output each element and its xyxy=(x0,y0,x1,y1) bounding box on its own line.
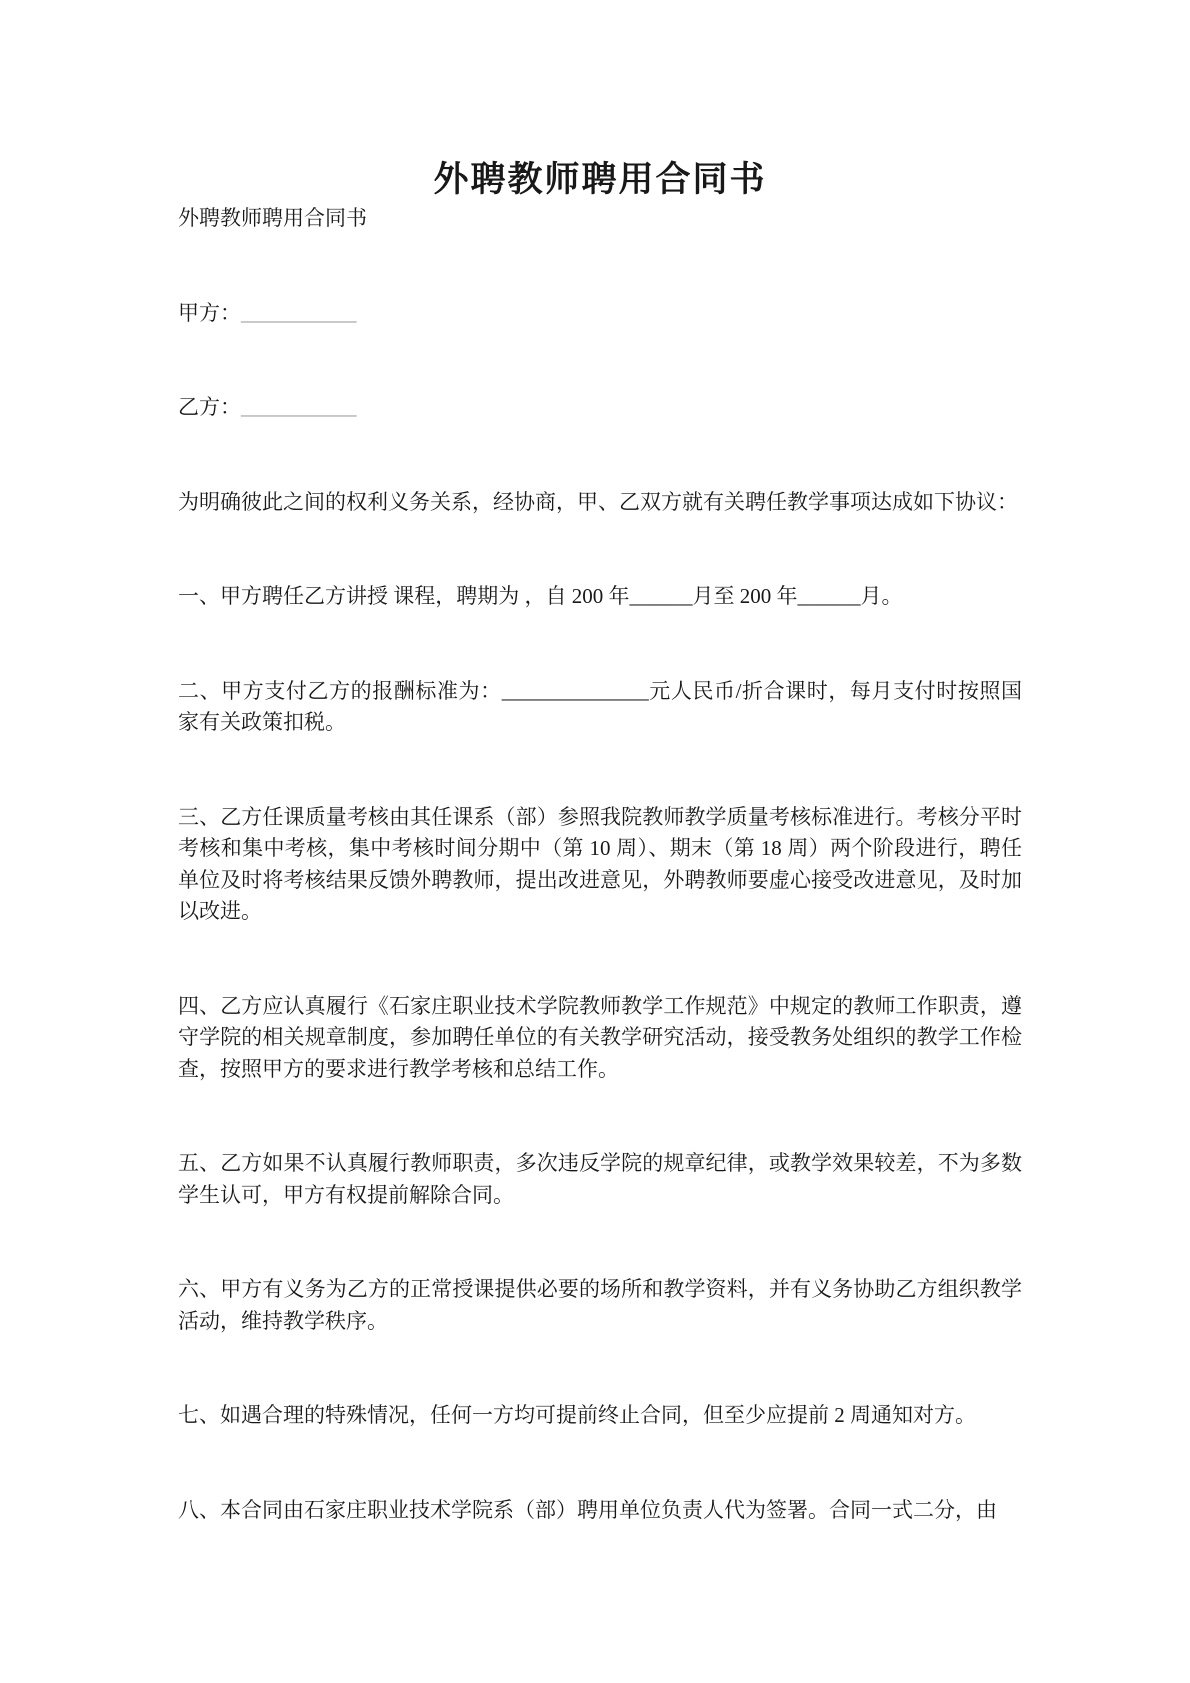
clause-5: 五、乙方如果不认真履行教师职责，多次违反学院的规章纪律，或教学效果较差，不为多数学生认可，甲方有权提前解除合同。 xyxy=(178,1151,1022,1207)
clause-3: 三、乙方任课质量考核由其任课系（部）参照我院教师教学质量考核标准进行。考核分平时考核和集中考核，集中考核时间分期中（第 10 周）、期末（第 18 周）两个阶段进行，聘任单位及时将考核结果反馈外聘教师，提出改进意见，外聘教师要虚心接受改进意见，及时加以改进。 xyxy=(178,804,1022,923)
party-b-label: 乙方： xyxy=(178,395,241,419)
clause-2: 二、甲方支付乙方的报酬标准为：______________元人民币/折合课时，每月支付时按照国家有关政策扣税。 xyxy=(178,678,1022,734)
clause-4: 四、乙方应认真履行《石家庄职业技术学院教师教学工作规范》中规定的教师工作职责，遵守学院的相关规章制度，参加聘任单位的有关教学研究活动，接受教务处组织的教学工作检查，按照甲方的要求进行教学考核和总结工作。 xyxy=(178,993,1022,1081)
party-a-blank-field: ___________ xyxy=(241,300,357,325)
document-title: 外聘教师聘用合同书 xyxy=(433,160,767,199)
party-b-line xyxy=(178,392,1022,424)
document-subtitle: 外聘教师聘用合同书 xyxy=(178,206,367,230)
preamble-paragraph: 为明确彼此之间的权利义务关系，经协商，甲、乙双方就有关聘任教学事项达成如下协议： xyxy=(178,489,1018,514)
party-b-blank-field: ___________ xyxy=(241,395,357,419)
party-a-label: 甲方： xyxy=(178,300,241,325)
clause-8: 八、本合同由石家庄职业技术学院系（部）聘用单位负责人代为签署。合同一式二分，由 xyxy=(178,1497,997,1522)
clause-1: 一、甲方聘任乙方讲授 课程，聘期为 ，自 200 年______月至 200 年______月。 xyxy=(178,584,903,608)
clause-7: 七、如遇合理的特殊情况，任何一方均可提前终止合同，但至少应提前 2 周通知对方。 xyxy=(178,1403,976,1427)
party-a-line xyxy=(178,298,1022,330)
document-content xyxy=(178,0,1022,1589)
clause-6: 六、甲方有义务为乙方的正常授课提供必要的场所和教学资料，并有义务协助乙方组织教学活动，维持教学秩序。 xyxy=(178,1277,1022,1333)
